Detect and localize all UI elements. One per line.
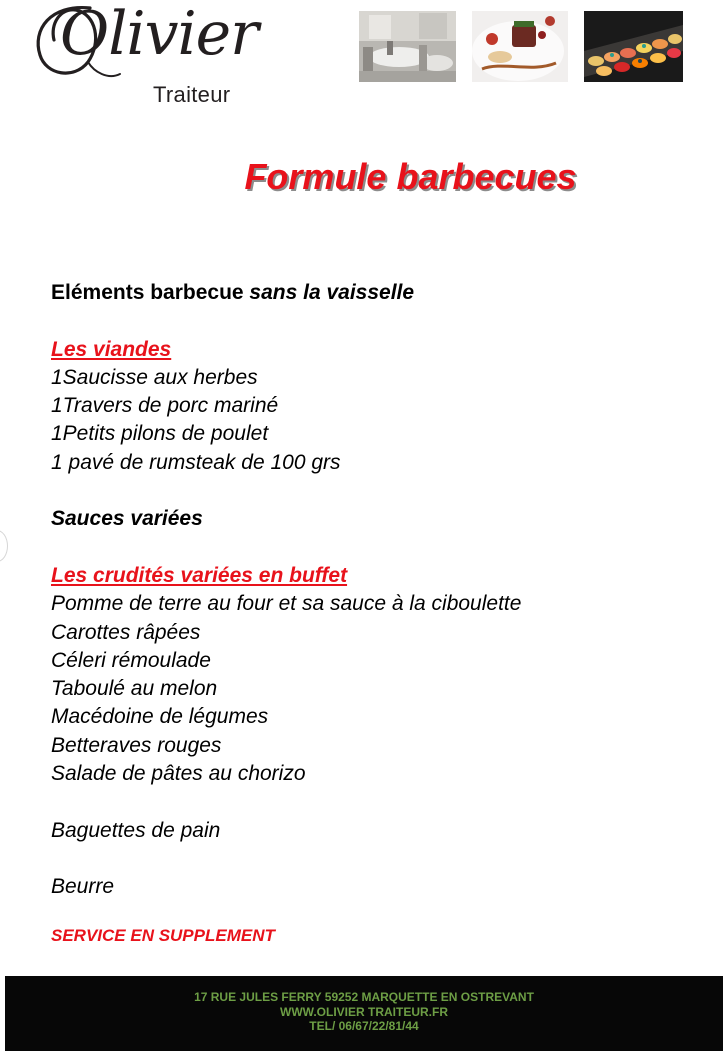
brand-logo — [30, 0, 260, 112]
list-item: Salade de pâtes au chorizo — [51, 762, 306, 786]
footer — [5, 976, 723, 1051]
extra-item-bread: Baguettes de pain — [51, 818, 221, 842]
canapes-photo-icon — [584, 11, 683, 82]
dining-room-photo-icon — [359, 11, 456, 82]
list-item: Céleri rémoulade — [51, 648, 211, 672]
page-edge-handle — [0, 530, 8, 562]
brand-name: Olivier — [60, 0, 258, 69]
footer-phone: TEL/ 06/67/22/81/44 — [309, 1019, 419, 1033]
brand-subtitle: Traiteur — [153, 82, 231, 107]
page-title: Formule barbecues — [244, 156, 577, 197]
section-heading-viandes: Les viandes — [51, 337, 172, 361]
intro-line — [51, 279, 691, 307]
sauces-line: Sauces variées — [51, 507, 203, 531]
list-item: 1Saucisse aux herbes — [51, 365, 258, 389]
plated-dish-photo-icon — [472, 11, 568, 82]
list-item: 1Travers de porc mariné — [51, 394, 279, 418]
menu-content — [51, 279, 691, 902]
list-item: Betteraves rouges — [51, 733, 222, 757]
list-item: Carottes râpées — [51, 620, 201, 644]
list-item: Taboulé au melon — [51, 677, 218, 701]
section-heading-crudites: Les crudités variées en buffet — [51, 563, 348, 587]
list-item: 1Petits pilons de poulet — [51, 422, 269, 446]
extra-item-butter: Beurre — [51, 875, 115, 899]
intro-bold: Eléments barbecue — [51, 281, 250, 304]
list-item: 1 pavé de rumsteak de 100 grs — [51, 450, 341, 474]
list-item: Pomme de terre au four et sa sauce à la ciboulette — [51, 592, 522, 616]
intro-italic: sans la vaisselle — [249, 281, 415, 304]
list-item: Macédoine de légumes — [51, 705, 269, 729]
service-note: SERVICE EN SUPPLEMENT — [51, 926, 275, 945]
footer-address: 17 RUE JULES FERRY 59252 MARQUETTE EN OSTREVANT — [194, 990, 534, 1004]
footer-website[interactable]: WWW.OLIVIER TRAITEUR.FR — [280, 1004, 448, 1019]
